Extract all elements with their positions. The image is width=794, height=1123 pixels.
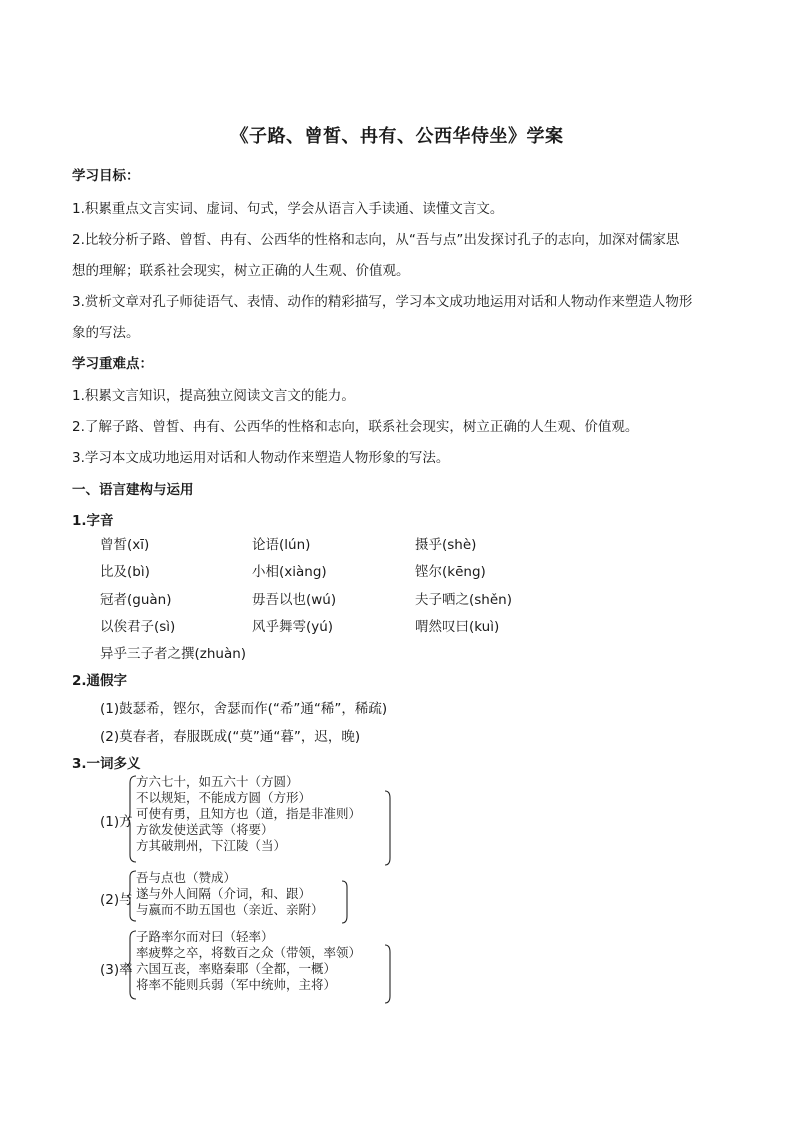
keypoint-line: 3.学习本文成功地运用对话和人物动作来塑造人物形象的写法。 [72,450,450,466]
loanwords-heading: 2.通假字 [72,673,128,689]
right-brace-icon [384,944,394,1004]
goal-line: 象的写法。 [72,325,140,341]
pronunciation-heading: 1.字音 [72,513,114,529]
pronunciation-item: 比及(bì) [100,564,150,580]
pronunciation-item: 铿尔(kēng) [415,564,486,580]
polysemy-label: (2)与 [100,892,133,908]
polysemy-sense: 不以规矩，不能成方圆（方形） [136,790,312,805]
pronunciation-item: 喟然叹曰(kuì) [415,619,500,635]
polysemy-sense: 六国互丧，率赂秦耶（全都，一概） [136,961,337,976]
polysemy-sense: 方欲发使送武等（将要） [136,822,274,837]
pronunciation-item: 冠者(guàn) [100,592,172,608]
keypoints-heading: 学习重难点： [72,356,153,372]
goals-heading: 学习目标： [72,168,140,184]
pronunciation-item: 夫子哂之(shěn) [415,592,512,608]
section-heading: 一、语言建构与运用 [72,482,194,498]
right-brace-icon [384,790,394,866]
pronunciation-item: 风乎舞雩(yú) [252,619,334,635]
polysemy-heading: 3.一词多义 [72,756,141,772]
keypoint-line: 2.了解子路、曾皙、冉有、公西华的性格和志向，联系社会现实，树立正确的人生观、价值观。 [72,419,639,435]
polysemy-sense: 方其破荆州，下江陵（当） [136,838,287,853]
pronunciation-item: 论语(lún) [252,537,311,553]
polysemy-label: (1)方 [100,814,133,830]
goal-line: 3.赏析文章对孔子师徒语气、表情、动作的精彩描写，学习本文成功地运用对话和人物动作来塑造人物形 [72,294,693,310]
polysemy-sense: 率疲弊之卒，将数百之众（带领，率领） [136,945,362,960]
right-brace-icon [341,880,351,924]
loanword-item: (1)鼓瑟希，铿尔，舍瑟而作(“希”通“稀”，稀疏) [100,701,388,717]
polysemy-items [136,870,324,918]
polysemy-sense: 将率不能则兵弱（军中统帅，主将） [136,977,337,992]
goal-line: 2.比较分析子路、曾皙、冉有、公西华的性格和志向，从“吾与点”出发探讨孔子的志向，加深对儒家思 [72,232,680,248]
pronunciation-item: 以俟君子(sì) [100,619,176,635]
polysemy-sense: 与嬴而不助五国也（亲近、亲附） [136,902,324,917]
goal-line: 想的理解；联系社会现实，树立正确的人生观、价值观。 [72,263,410,279]
pronunciation-item: 异乎三子者之撰(zhuàn) [100,646,247,662]
polysemy-items [136,929,361,993]
polysemy-label: (3)率 [100,962,133,978]
pronunciation-item: 毋吾以也(wú) [252,592,337,608]
pronunciation-item: 摄乎(shè) [415,537,477,553]
polysemy-items [136,774,361,854]
pronunciation-item: 小相(xiàng) [252,564,327,580]
page-title: 《子路、曾皙、冉有、公西华侍坐》学案 [230,126,564,147]
polysemy-sense: 可使有勇，且知方也（道，指是非准则） [136,806,362,821]
polysemy-sense: 方六七十，如五六十（方圆） [136,774,299,789]
loanword-item: (2)莫春者，春服既成(“莫”通“暮”，迟，晚) [100,729,361,745]
polysemy-sense: 吾与点也（赞成） [136,870,237,885]
goal-line: 1.积累重点文言实词、虚词、句式，学会从语言入手读通、读懂文言文。 [72,201,504,217]
pronunciation-item: 曾皙(xī) [100,537,150,553]
keypoint-line: 1.积累文言知识，提高独立阅读文言文的能力。 [72,388,355,404]
polysemy-sense: 遂与外人间隔（介词，和、跟） [136,886,312,901]
polysemy-sense: 子路率尔而对曰（轻率） [136,929,274,944]
